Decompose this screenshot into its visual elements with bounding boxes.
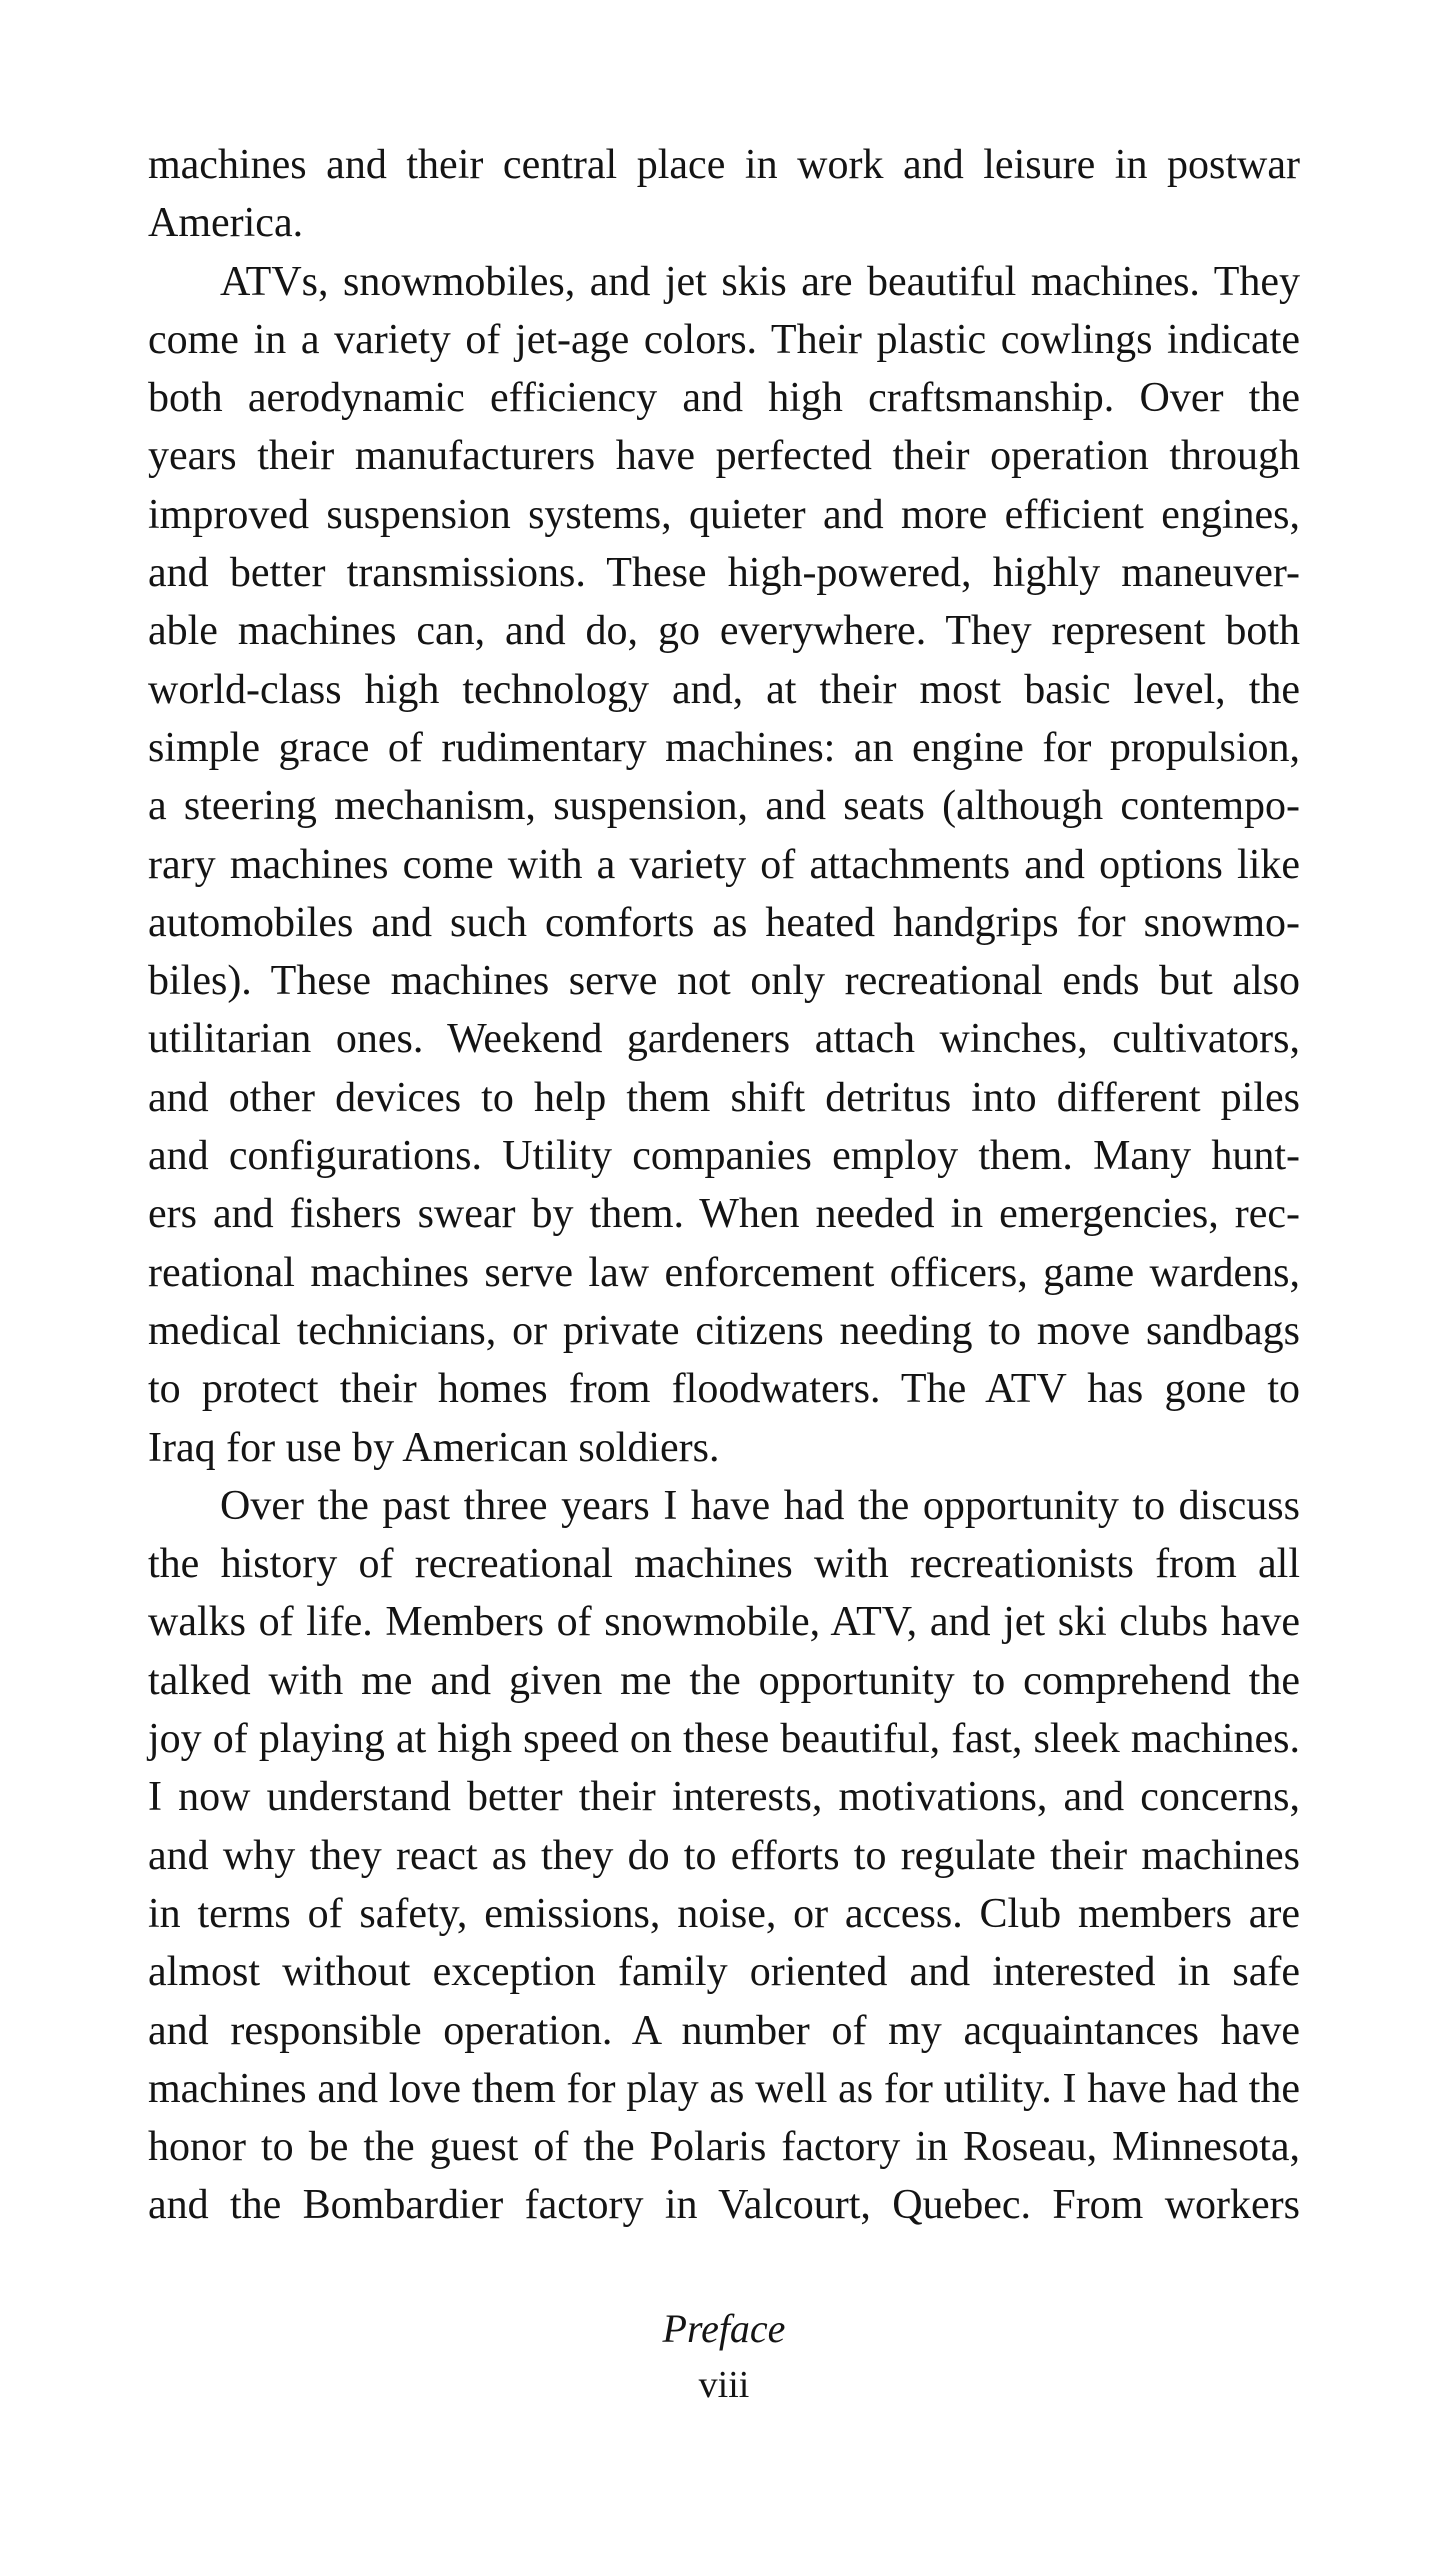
text-line: almost without exception family oriented and interested in safe xyxy=(148,1949,1300,1996)
text-line: machines and their central place in work and leisure in postwar xyxy=(148,142,1300,188)
text-block xyxy=(148,136,1300,2235)
text-line: come in a variety of jet-age colors. Their plastic cowlings indicate xyxy=(148,316,1300,363)
text-line: both aerodynamic efficiency and high craftsmanship. Over the xyxy=(148,375,1300,422)
text-line: a steering mechanism, suspension, and seats (although contempo- xyxy=(148,783,1300,830)
text-line: honor to be the guest of the Polaris factory in Roseau, Minnesota, xyxy=(148,2124,1300,2171)
text-line: Iraq for use by American soldiers. xyxy=(148,1424,720,1471)
text-line: years their manufacturers have perfected their operation through xyxy=(148,433,1300,480)
text-line: to protect their homes from floodwaters. The ATV has gone to xyxy=(148,1366,1300,1413)
text-line: medical technicians, or private citizens needing to move sandbags xyxy=(148,1307,1300,1354)
text-line: simple grace of rudimentary machines: an engine for propulsion, xyxy=(148,724,1300,771)
text-line: rary machines come with a variety of attachments and options like xyxy=(148,841,1300,888)
text-line: and why they react as they do to efforts to regulate their machines xyxy=(148,1832,1300,1879)
text-line: joy of playing at high speed on these beautiful, fast, sleek machines. xyxy=(148,1716,1300,1763)
text-line: America. xyxy=(148,200,304,247)
text-line: able machines can, and do, go everywhere. They represent both xyxy=(148,608,1300,655)
running-title: Preface xyxy=(662,2306,786,2351)
text-line: the history of recreational machines with recreationists from all xyxy=(148,1541,1300,1588)
text-line: and responsible operation. A number of my acquaintances have xyxy=(148,2007,1300,2054)
page-number: viii xyxy=(698,2364,750,2406)
text-line: Over the past three years I have had the opportunity to discuss xyxy=(220,1482,1300,1529)
text-line: automobiles and such comforts as heated handgrips for snowmo- xyxy=(148,899,1300,946)
text-line: utilitarian ones. Weekend gardeners attach winches, cultivators, xyxy=(148,1016,1300,1063)
text-line: in terms of safety, emissions, noise, or access. Club members are xyxy=(148,1890,1300,1937)
text-line: ATVs, snowmobiles, and jet skis are beautiful machines. They xyxy=(220,258,1300,305)
text-line: and the Bombardier factory in Valcourt, Quebec. From workers xyxy=(148,2182,1300,2229)
text-line: talked with me and given me the opportunity to comprehend the xyxy=(148,1657,1300,1704)
text-line: biles). These machines serve not only recreational ends but also xyxy=(148,958,1300,1005)
text-line: ers and fishers swear by them. When needed in emergencies, rec- xyxy=(148,1191,1300,1238)
text-line: and other devices to help them shift detritus into different piles xyxy=(148,1074,1300,1121)
text-line: machines and love them for play as well as for utility. I have had the xyxy=(148,2065,1300,2112)
text-line: and configurations. Utility companies employ them. Many hunt- xyxy=(148,1133,1300,1180)
text-line: world-class high technology and, at their most basic level, the xyxy=(148,666,1300,713)
text-line: improved suspension systems, quieter and more efficient engines, xyxy=(148,491,1300,538)
text-line: and better transmissions. These high-powered, highly maneuver- xyxy=(148,550,1300,597)
text-line: reational machines serve law enforcement officers, game wardens, xyxy=(148,1249,1300,1296)
text-line: I now understand better their interests, motivations, and concerns, xyxy=(148,1774,1300,1821)
text-line: walks of life. Members of snowmobile, ATV, and jet ski clubs have xyxy=(148,1599,1300,1646)
page-footer xyxy=(148,2300,1300,2410)
